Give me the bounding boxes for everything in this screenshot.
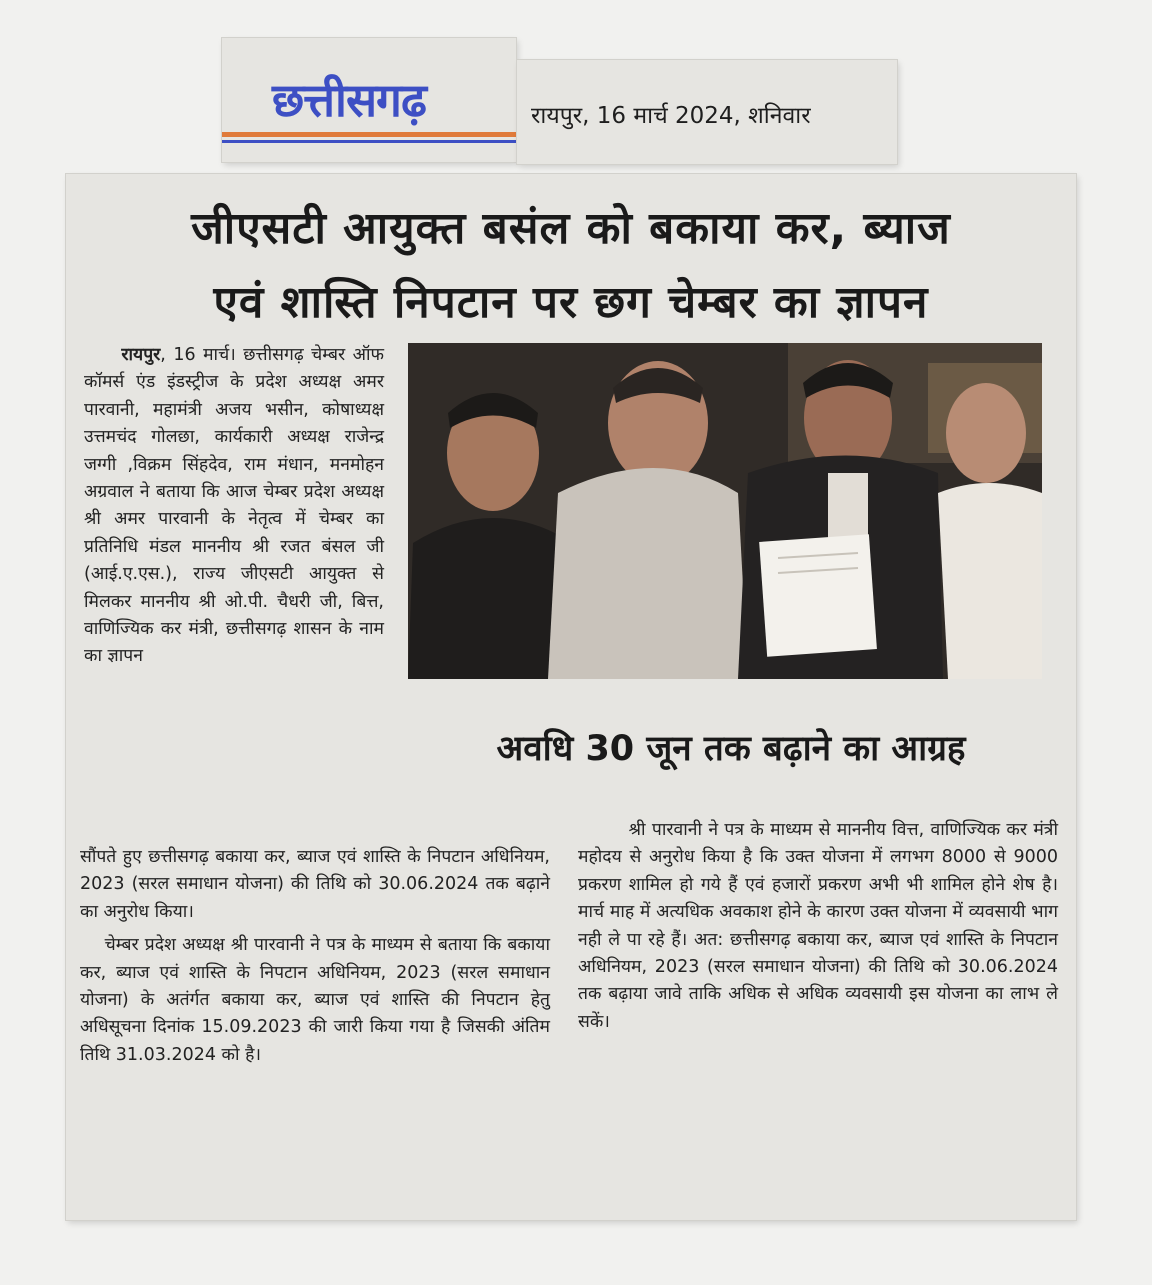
article-clipping: [66, 174, 1076, 1220]
photo-illustration: [408, 343, 1042, 679]
body-paragraph-2: [80, 932, 550, 1069]
body-paragraph-3: [578, 817, 1058, 1036]
headline-line-1: जीएसटी आयुक्त बसंल को बकाया कर, ब्याज: [191, 203, 951, 254]
edition-dateline: रायपुर, 16 मार्च 2024, शनिवार: [531, 103, 811, 129]
body-paragraph-3-text: श्री पारवानी ने पत्र के माध्यम से माननीय वित्त, वाणिज्यिक कर मंत्री महोदय से अनुरोध किया है कि उक्त योजना में लगभग 8000 से 9000 प्रकरण शामिल हो गये हैं एवं हजारों प्रकरण अभी भी शामिल होने शेष है। मार्च माह में अत्यधिक अवकाश होने के कारण उक्त योजना में व्यवसायी भाग नही ले पा रहे हैं। अत: छत्तीसगढ़ बकाया कर, ब्याज एवं शास्ति के निपटान अधिनियम, 2023 (सरल समाधान योजना) की तिथि को 30.06.2024 तक बढ़ाया जावे ताकि अधिक से अधिक व्यवसायी इस योजना का लाभ ले सकें।: [578, 820, 1058, 1032]
masthead-orange-rule: [222, 132, 516, 137]
lead-paragraph-text: , 16 मार्च। छत्तीसगढ़ चेम्बर ऑफ कॉमर्स एंड इंडस्ट्रीज के प्रदेश अध्यक्ष अमर पारवानी, महामंत्री अजय भसीन, कोषाध्यक्ष उत्तमचंद गोलछा, कार्यकारी अध्यक्ष राजेन्द्र जग्गी ,विक्रम सिंहदेव, राम मंधान, मनमोहन अग्रवाल ने बताया कि आज चेम्बर प्रदेश अध्यक्ष श्री अमर पारवानी के नेतृत्व में चेम्बर का प्रतिनिधि मंडल माननीय श्री रजत बंसल जी (आई.ए.एस.), राज्य जीएसटी आयुक्त से मिलकर माननीय श्री ओ.पी. चैधरी जी, बित्त, वाणिज्यिक कर मंत्री, छत्तीसगढ़ शासन के नाम का ज्ञापन: [84, 345, 384, 667]
lead-dateline: रायपुर: [121, 345, 161, 365]
masthead-blue-rule: [222, 140, 516, 143]
subheadline: अवधि 30 जून तक बढ़ाने का आग्रह: [496, 729, 966, 769]
body-paragraph-2-text: चेम्बर प्रदेश अध्यक्ष श्री पारवानी ने पत्र के माध्यम से बताया कि बकाया कर, ब्याज एवं शास्ति के निपटान अधिनियम, 2023 (सरल समाधान योजना) के अतंर्गत बकाया कर, ब्याज एवं शास्ति की निपटान हेतु अधिसूचना दिनांक 15.09.2023 की जारी किया गया है जिसकी अंतिम तिथि 31.03.2024 को है।: [80, 935, 550, 1065]
news-photo: [408, 343, 1042, 679]
article-column-left-bottom: [80, 844, 550, 1069]
newspaper-name: छत्तीसगढ़: [272, 73, 426, 127]
article-column-right: [578, 817, 1058, 1036]
body-paragraph-1: सौंपते हुए छत्तीसगढ़ बकाया कर, ब्याज एवं शास्ति के निपटान अधिनियम, 2023 (सरल समाधान योजना) की तिथि को 30.06.2024 तक बढ़ाने का अनुरोध किया।: [80, 847, 550, 922]
article-column-left-top: [84, 342, 384, 671]
lead-paragraph: [84, 342, 384, 671]
masthead-clipping: [222, 38, 516, 162]
dateline-clipping: [517, 60, 897, 164]
headline-line-2: एवं शास्ति निपटान पर छग चेम्बर का ज्ञापन: [213, 277, 929, 328]
